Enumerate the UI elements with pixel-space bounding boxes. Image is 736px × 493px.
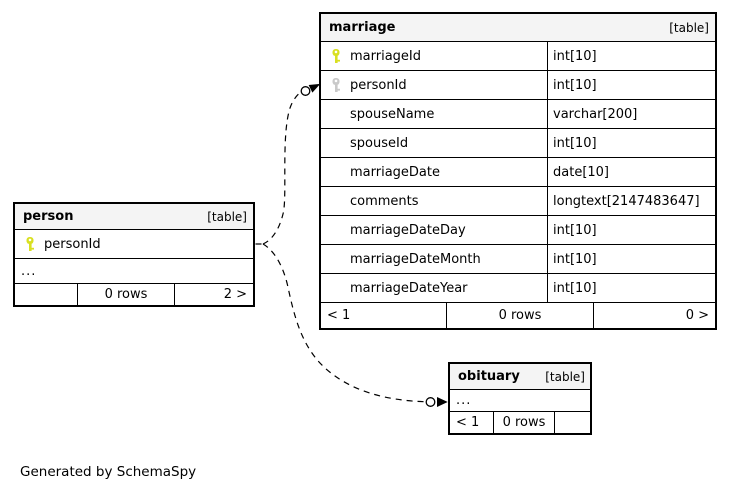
column-name-cell xyxy=(321,274,548,302)
column-name: spouseId xyxy=(350,135,409,151)
column-name: marriageId xyxy=(350,48,422,64)
more-columns-ellipsis: ... xyxy=(15,259,253,284)
row-count: 0 rows xyxy=(493,412,555,433)
column-name-cell xyxy=(321,158,548,186)
related-tables-in xyxy=(15,284,77,305)
table-row xyxy=(321,158,715,187)
table-title: person xyxy=(23,209,74,224)
table-title: obituary xyxy=(458,369,520,384)
related-tables-in: < 1 xyxy=(456,415,480,430)
table-row xyxy=(321,245,715,274)
column-type: int[10] xyxy=(553,48,597,64)
primary-key-icon xyxy=(25,237,36,252)
column-type: int[10] xyxy=(553,222,597,238)
column-name-cell xyxy=(321,245,548,273)
column-name-cell xyxy=(321,100,548,128)
table-row xyxy=(321,187,715,216)
column-name: marriageDateYear xyxy=(350,280,468,296)
table-tag: [table] xyxy=(545,369,585,384)
arrowhead-marriage xyxy=(309,85,319,92)
zero-or-one-circle-marriage xyxy=(301,87,310,96)
row-count: 0 rows xyxy=(446,303,594,328)
column-type: date[10] xyxy=(553,164,609,180)
table-row xyxy=(321,129,715,158)
column-type: int[10] xyxy=(553,77,597,93)
table-obituary-header[interactable] xyxy=(450,364,590,390)
table-obituary[interactable] xyxy=(448,362,592,435)
column-name: spouseName xyxy=(350,106,435,122)
column-name: marriageDateMonth xyxy=(350,251,481,267)
arrowhead-obituary xyxy=(438,398,447,406)
table-row xyxy=(321,100,715,129)
table-marriage-header[interactable] xyxy=(321,14,715,42)
table-marriage[interactable] xyxy=(319,12,717,330)
table-row xyxy=(15,230,253,259)
column-name: personId xyxy=(44,236,101,252)
foreign-key-icon xyxy=(331,78,342,93)
table-row xyxy=(321,274,715,303)
related-tables-out: 0 > xyxy=(685,308,709,323)
column-name: marriageDateDay xyxy=(350,222,466,238)
column-type: varchar[200] xyxy=(553,106,638,122)
column-name: marriageDate xyxy=(350,164,440,180)
generated-by-caption: Generated by SchemaSpy xyxy=(20,464,197,480)
table-footer xyxy=(321,303,715,328)
related-tables-in: < 1 xyxy=(327,308,351,323)
zero-or-one-circle-obituary xyxy=(426,398,435,407)
column-name-cell xyxy=(321,187,548,215)
column-name-cell xyxy=(321,71,548,99)
primary-key-icon xyxy=(331,49,342,64)
column-type: int[10] xyxy=(553,280,597,296)
table-title: marriage xyxy=(329,20,396,35)
column-name: personId xyxy=(350,77,407,93)
table-person-header[interactable] xyxy=(15,204,253,230)
column-type: int[10] xyxy=(553,251,597,267)
column-name-cell xyxy=(321,216,548,244)
column-name: comments xyxy=(350,193,419,209)
table-person[interactable] xyxy=(13,202,255,307)
table-row xyxy=(321,42,715,71)
table-tag: [table] xyxy=(669,20,709,35)
column-type: longtext[2147483647] xyxy=(553,193,700,209)
table-tag: [table] xyxy=(207,209,247,224)
related-tables-out xyxy=(555,412,590,433)
column-name-cell xyxy=(321,129,548,157)
related-tables-out: 2 > xyxy=(223,287,247,302)
more-columns-ellipsis: ... xyxy=(450,390,590,412)
table-footer xyxy=(15,284,253,305)
person-marriage-connector xyxy=(263,92,302,244)
row-count: 0 rows xyxy=(77,284,175,305)
table-row xyxy=(321,216,715,245)
table-row xyxy=(321,71,715,100)
column-name-cell xyxy=(15,230,253,258)
column-name-cell xyxy=(321,42,548,70)
table-footer xyxy=(450,412,590,433)
column-type: int[10] xyxy=(553,135,597,151)
